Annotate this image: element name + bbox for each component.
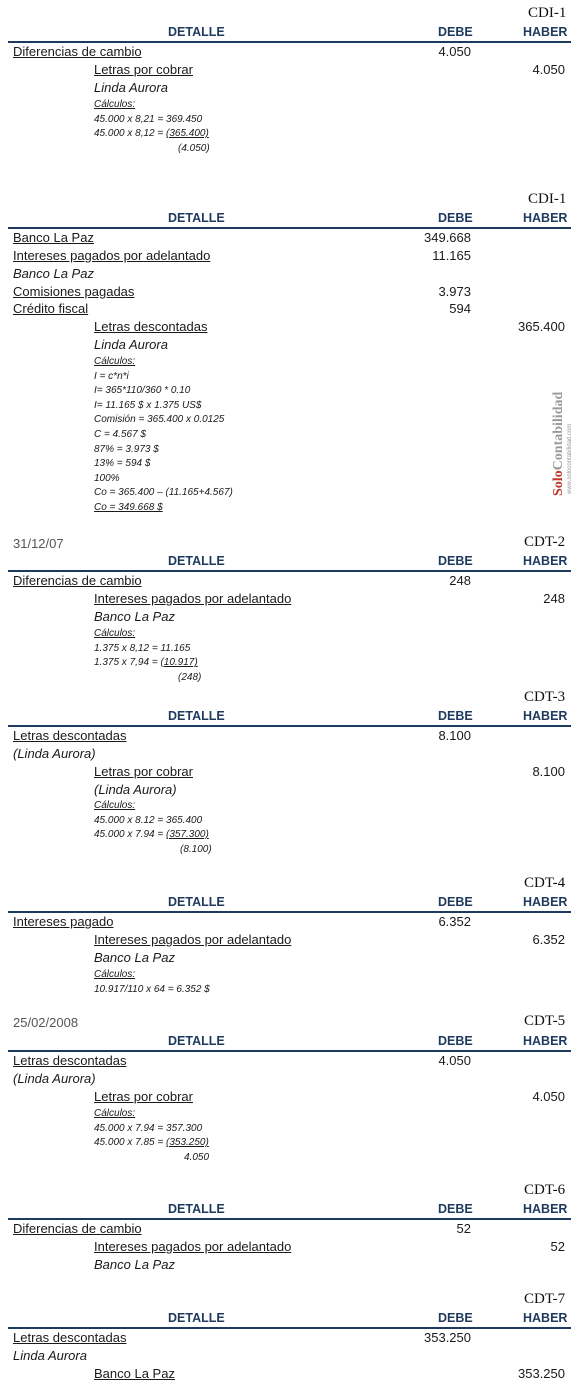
header-rule	[8, 1327, 571, 1329]
header-detalle: DETALLE	[168, 211, 225, 225]
svg-text:SoloContabilidad: SoloContabilidad	[551, 391, 566, 496]
haber-amount: 353.250	[518, 1366, 565, 1381]
calc-line: 45.000 x 8.12 = 365.400	[94, 814, 203, 826]
account-debit: Diferencias de cambio	[13, 573, 142, 588]
haber-amount: 8.100	[532, 764, 565, 779]
haber-amount: 4.050	[532, 62, 565, 77]
account-note: (Linda Aurora)	[13, 1071, 96, 1086]
debe-amount: 11.165	[432, 248, 471, 263]
account-debit: Diferencias de cambio	[13, 1221, 142, 1236]
header-detalle: DETALLE	[168, 1311, 225, 1325]
account-credit: Letras por cobrar	[94, 764, 193, 779]
calc-line: 1.375 x 7,94 = (10.917)	[94, 657, 198, 669]
entry-code: CDT-5	[524, 1013, 566, 1029]
header-rule	[8, 725, 571, 727]
account-note: Linda Aurora	[94, 80, 168, 95]
header-rule	[8, 1050, 571, 1052]
entry-code: CDT-4	[524, 875, 566, 891]
calc-line: Cálculos:	[94, 356, 136, 367]
account-debit: Letras descontadas	[13, 1053, 127, 1068]
account-debit: Banco La Paz	[13, 230, 94, 245]
account-debit: Diferencias de cambio	[13, 44, 142, 59]
account-credit: Intereses pagados por adelantado	[94, 591, 292, 606]
debe-amount: 594	[449, 301, 471, 316]
account-note: Linda Aurora	[13, 1348, 87, 1363]
calc-line: I= 365*110/360 * 0.10	[94, 385, 191, 397]
account-note: Banco La Paz	[94, 609, 175, 624]
debe-amount: 4.050	[438, 1053, 471, 1068]
account-credit: Letras por cobrar	[94, 1089, 193, 1104]
calc-line: Cálculos:	[94, 1108, 136, 1119]
account-credit: Banco La Paz	[94, 1366, 175, 1381]
calc-line: 45.000 x 7.94 = 357.300	[94, 1122, 203, 1134]
calc-line: 87% = 3.973 $	[94, 443, 159, 455]
entry-code: CDT-2	[524, 534, 566, 550]
calc-line: 45.000 x 7.85 = (353.250)	[94, 1137, 209, 1149]
calc-line: 4.050	[184, 1151, 210, 1163]
header-detalle: DETALLE	[168, 1202, 225, 1216]
calc-line: Co = 349.668 $	[94, 501, 163, 513]
haber-amount: 52	[550, 1239, 565, 1254]
haber-amount: 4.050	[532, 1089, 565, 1104]
header-debe: DEBE	[438, 211, 473, 225]
header-debe: DEBE	[438, 1311, 473, 1325]
header-haber: HABER	[523, 709, 568, 723]
header-debe: DEBE	[438, 1034, 473, 1048]
account-credit: Letras por cobrar	[94, 62, 193, 77]
account-credit: Intereses pagados por adelantado	[94, 1239, 292, 1254]
debe-amount: 349.668	[424, 230, 471, 245]
calc-line: (248)	[178, 671, 202, 683]
calc-block	[94, 968, 210, 997]
account-debit: Comisiones pagadas	[13, 284, 135, 299]
debe-amount: 3.973	[438, 284, 471, 299]
calc-line: Cálculos:	[94, 800, 136, 811]
header-haber: HABER	[523, 211, 568, 225]
account-credit: Intereses pagados por adelantado	[94, 932, 292, 947]
calc-line: C = 4.567 $	[94, 428, 146, 440]
entry-code: CDT-3	[524, 689, 566, 705]
debe-amount: 6.352	[438, 914, 471, 929]
calc-line: Cálculos:	[94, 969, 136, 980]
account-debit: Letras descontadas	[13, 1330, 127, 1345]
calc-line: Cálculos:	[94, 628, 136, 639]
header-rule	[8, 41, 571, 43]
account-note: Banco La Paz	[94, 1257, 175, 1272]
header-haber: HABER	[523, 1034, 568, 1048]
calc-line: 45.000 x 8,12 = (365.400)	[94, 128, 209, 140]
calc-line: 45.000 x 8,21 = 369.450	[94, 113, 203, 125]
header-rule	[8, 1218, 571, 1220]
header-rule	[8, 570, 571, 572]
header-debe: DEBE	[438, 895, 473, 909]
solocontabilidad-watermark	[548, 378, 574, 498]
entry-date: 31/12/07	[13, 536, 64, 551]
haber-amount: 248	[543, 591, 565, 606]
calc-block	[94, 1107, 209, 1165]
haber-amount: 6.352	[532, 932, 565, 947]
calc-block	[94, 799, 212, 857]
calc-block	[94, 355, 233, 516]
account-note: (Linda Aurora)	[94, 782, 177, 797]
calc-line: (4.050)	[178, 142, 210, 154]
header-haber: HABER	[523, 895, 568, 909]
header-detalle: DETALLE	[168, 1034, 225, 1048]
account-credit: Letras descontadas	[94, 319, 208, 334]
header-detalle: DETALLE	[168, 554, 225, 568]
calc-line: I = c*n*i	[94, 370, 129, 382]
calc-line: 45.000 x 7.94 = (357.300)	[94, 829, 209, 841]
account-debit: Letras descontadas	[13, 728, 127, 743]
debe-amount: 248	[449, 573, 471, 588]
header-rule	[8, 911, 571, 913]
svg-text:www.solocontabilidad.com: www.solocontabilidad.com	[567, 423, 573, 494]
account-debit: Intereses pagados por adelantado	[13, 248, 211, 263]
account-note: Linda Aurora	[94, 337, 168, 352]
calc-line: I= 11.165 $ x 1.375 US$	[94, 399, 202, 411]
calc-line: 10.917/110 x 64 = 6.352 $	[94, 983, 210, 995]
account-note: Banco La Paz	[94, 950, 175, 965]
header-haber: HABER	[523, 25, 568, 39]
entry-code: CDI-1	[528, 5, 567, 21]
calc-line: 13% = 594 $	[94, 458, 151, 470]
header-debe: DEBE	[438, 554, 473, 568]
entry-date: 25/02/2008	[13, 1015, 79, 1030]
account-note: (Linda Aurora)	[13, 746, 96, 761]
entry-code: CDT-6	[524, 1182, 566, 1198]
header-detalle: DETALLE	[168, 25, 225, 39]
debe-amount: 4.050	[438, 44, 471, 59]
calc-line: Comisión = 365.400 x 0.0125	[94, 414, 225, 426]
header-detalle: DETALLE	[168, 709, 225, 723]
entry-code: CDI-1	[528, 191, 567, 207]
account-debit: Crédito fiscal	[13, 301, 89, 316]
calc-line: Co = 365.400 – (11.165+4.567)	[94, 487, 233, 499]
debe-amount: 353.250	[424, 1330, 471, 1345]
header-haber: HABER	[523, 554, 568, 568]
header-debe: DEBE	[438, 709, 473, 723]
calc-line: (8.100)	[180, 843, 212, 855]
header-detalle: DETALLE	[168, 895, 225, 909]
header-haber: HABER	[523, 1311, 568, 1325]
calc-line: 100%	[94, 472, 120, 484]
haber-amount: 365.400	[518, 319, 565, 334]
account-debit: Intereses pagado	[13, 914, 114, 929]
header-debe: DEBE	[438, 1202, 473, 1216]
calc-block	[94, 98, 210, 156]
header-debe: DEBE	[438, 25, 473, 39]
calc-block	[94, 627, 201, 685]
debe-amount: 8.100	[438, 728, 471, 743]
entry-code: CDT-7	[524, 1291, 566, 1307]
header-rule	[8, 227, 571, 229]
account-note: Banco La Paz	[13, 266, 94, 281]
debe-amount: 52	[456, 1221, 471, 1236]
calc-line: 1.375 x 8,12 = 11.165	[94, 642, 191, 654]
header-haber: HABER	[523, 1202, 568, 1216]
calc-line: Cálculos:	[94, 99, 136, 110]
